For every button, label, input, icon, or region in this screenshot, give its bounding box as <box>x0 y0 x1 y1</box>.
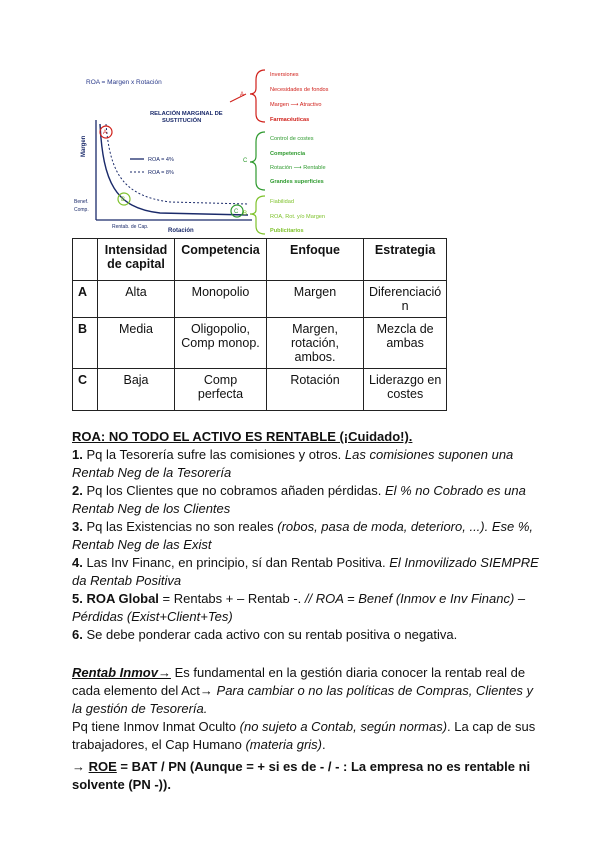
p4-num: 4. <box>72 555 83 570</box>
group-b-item-3: Publicitarios <box>270 228 304 234</box>
benef-label-2: Comp. <box>74 207 89 213</box>
p6-num: 6. <box>72 627 83 642</box>
p3-normal: Pq las Existencias no son reales <box>82 519 278 534</box>
table-header-row <box>73 239 447 281</box>
group-a-item-3: Margen ⟶ Atractivo <box>270 102 322 108</box>
p3-num: 3. <box>72 519 83 534</box>
brace-b <box>250 196 265 234</box>
legend-roa4: ROA = 4% <box>148 157 174 163</box>
table-cell: Oligopolio, Comp monop. <box>175 318 267 369</box>
section-heading <box>72 428 542 446</box>
p4-normal: Las Inv Financ, en principio, sí dan Rentab Positiva. <box>82 555 390 570</box>
p1-normal: Pq la Tesorería sufre las comisiones y otros. <box>82 447 345 462</box>
brace-c-letter: C <box>243 158 248 164</box>
inmov-italic: Para cambiar o no las políticas de Compras, Clientes y la gestión de Tesorería. <box>72 683 534 716</box>
legend-roa8: ROA = 8% <box>148 170 174 176</box>
table-row <box>73 281 447 318</box>
rentab-inmov-paragraph <box>72 664 542 718</box>
table-header: Intensidad de capital <box>98 239 175 281</box>
roe-label: ROE <box>88 759 117 774</box>
roa-diagram <box>60 62 480 240</box>
table-header: Competencia <box>175 239 267 281</box>
table-row <box>73 318 447 369</box>
inmov-normal: Es fundamental en la gestión diaria conocer la rentab real de cada elemento del Act→ <box>72 665 526 698</box>
arrow-a <box>230 94 246 102</box>
oculto-italic-1: (no sujeto a Contab, según normas) <box>239 719 448 734</box>
x-axis-label: Rotación <box>168 228 194 234</box>
p2-normal: Pq los Clientes que no cobramos añaden pérdidas. <box>82 483 385 498</box>
diagram-subtitle-1: RELACIÓN MARGINAL DE <box>150 111 223 117</box>
roe-paragraph <box>72 758 542 794</box>
point-5 <box>72 590 542 626</box>
table-cell: Monopolio <box>175 281 267 318</box>
strategy-table <box>72 238 447 411</box>
p1-italic: Las comisiones suponen una Rentab Neg de la Tesorería <box>72 447 514 480</box>
table-cell: Mezcla de ambas <box>364 318 447 369</box>
point-1 <box>72 446 542 482</box>
group-a-item-1: Inversiones <box>270 72 299 78</box>
p5-italic: // ROA = Benef (Inmov e Inv Financ) – Pérdidas (Exist+Client+Tes) <box>72 591 526 624</box>
table-cell: Media <box>98 318 175 369</box>
table-header: Enfoque <box>267 239 364 281</box>
brace-a <box>250 70 265 122</box>
point-a-label: A <box>103 130 108 136</box>
table-cell: Margen, rotación, ambos. <box>267 318 364 369</box>
p2-num: 2. <box>72 483 83 498</box>
p5-normal: = Rentabs + – Rentab -. <box>158 591 305 606</box>
group-c-item-1: Control de costes <box>270 136 314 142</box>
row-label: C <box>73 369 98 411</box>
oculto-normal-2: . La cap de sus trabajadores, el Cap Humano <box>72 719 536 752</box>
heading-text: ROA: NO TODO EL ACTIVO ES RENTABLE (¡Cuidado!). <box>72 429 413 444</box>
table-header: Estrategia <box>364 239 447 281</box>
group-a-item-2: Necesidades de fondos <box>270 87 329 93</box>
table-header-blank <box>73 239 98 281</box>
y-axis-label: Margen <box>81 135 87 157</box>
roe-rest: = BAT / PN (Aunque = + si es de - / - : La empresa no es rentable ni solvente (PN -)). <box>72 759 531 792</box>
benef-label-1: Benef. <box>74 199 89 205</box>
group-c-item-2: Competencia <box>270 151 306 157</box>
table-row <box>73 369 447 411</box>
point-2 <box>72 482 542 518</box>
row-label: A <box>73 281 98 318</box>
table-cell: Liderazgo en costes <box>364 369 447 411</box>
point-3 <box>72 518 542 554</box>
brace-c <box>250 132 265 190</box>
group-a-item-4: Farmacéuticas <box>270 117 310 123</box>
table-cell: Comp perfecta <box>175 369 267 411</box>
table-cell: Baja <box>98 369 175 411</box>
brace-b-letter: B <box>243 211 248 217</box>
p4-italic: El Inmovilizado SIEMPRE da Rentab Positiva <box>72 555 539 588</box>
brace-a-letter: A <box>240 92 245 98</box>
oculto-end: . <box>322 737 326 752</box>
oculto-italic-2: (materia gris) <box>245 737 323 752</box>
diagram-title: ROA = Margen x Rotación <box>86 79 162 86</box>
rentab-inmov-label: Rentab Inmov→ <box>72 665 171 680</box>
p3-italic: (robos, pasa de moda, deterioro, ...). Ese %, Rentab Neg de las Exist <box>72 519 534 552</box>
p5-bold: 5. ROA Global <box>72 591 159 606</box>
table-cell: Alta <box>98 281 175 318</box>
p6-normal: Se debe ponderar cada activo con su rentab positiva o negativa. <box>82 627 458 642</box>
p2-italic: El % no Cobrado es una Rentab Neg de los Clientes <box>72 483 526 516</box>
table-cell: Margen <box>267 281 364 318</box>
table-cell: Rotación <box>267 369 364 411</box>
point-4 <box>72 554 542 590</box>
group-c-item-3: Rotación ⟶ Rentable <box>270 165 326 171</box>
group-b-item-1: Fiabilidad <box>270 199 294 205</box>
diagram-subtitle-2: SUSTITUCIÓN <box>162 118 202 124</box>
table-cell: Diferenciació n <box>364 281 447 318</box>
inmov-oculto-paragraph <box>72 718 542 754</box>
group-b-item-2: ROA, Rot. y/o Margen <box>270 214 326 220</box>
oculto-normal-1: Pq tiene Inmov Inmat Oculto <box>72 719 240 734</box>
point-6 <box>72 626 542 644</box>
point-c-label: C <box>234 209 239 215</box>
row-label: B <box>73 318 98 369</box>
rentab-cap-label: Rentab. de Cap. <box>112 224 149 230</box>
roe-arrow: → <box>72 759 89 774</box>
point-b-label: B <box>121 197 126 203</box>
group-c-item-4: Grandes superficies <box>270 179 324 185</box>
p1-num: 1. <box>72 447 83 462</box>
roa-8-curve <box>106 124 248 204</box>
